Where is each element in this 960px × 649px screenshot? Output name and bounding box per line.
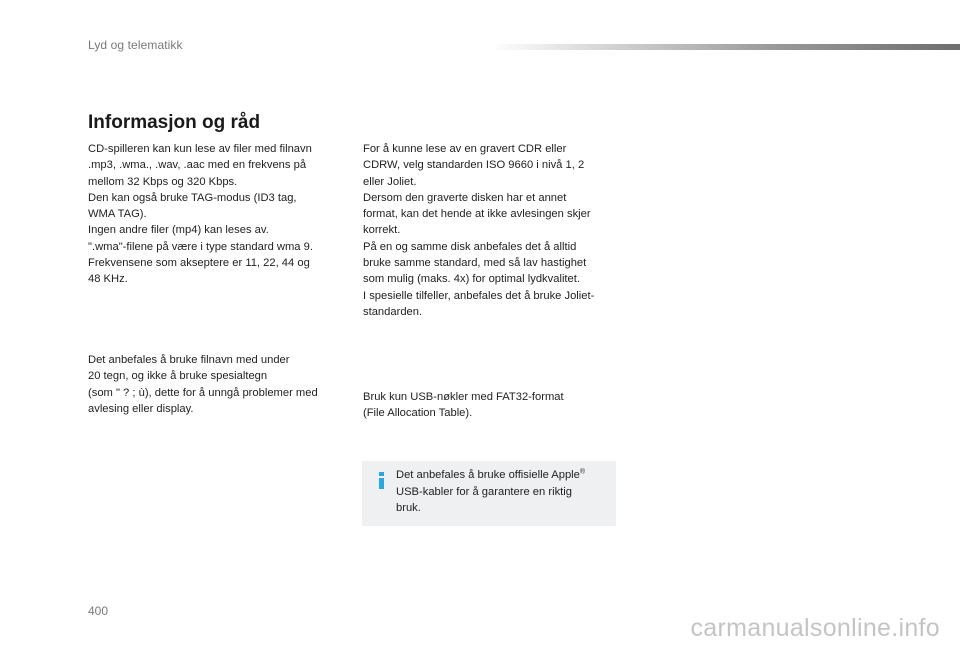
usb-format-paragraph: Bruk kun USB-nøkler med FAT32-format (File Allocation Table).	[363, 391, 564, 420]
cdr-standard-paragraph: For å kunne lese av en gravert CDR eller CDRW, velg standarden ISO 9660 i nivå 1, 2 eller Joliet. Dersom den graverte disken har et annet format, kan det hende at ikke avlesingen skjer korrekt. På en og samme disk anbefales det å alltid bruke samme standard, med så lav hastighet som mulig (maks. 4x) for optimal lydkvalitet. I spesielle tilfeller, anbefales det å bruke Joliet- standarden.	[363, 143, 595, 318]
registered-mark: ®	[579, 468, 586, 476]
section-header: Lyd og telematikk	[88, 38, 183, 52]
info-note-line3: bruk.	[396, 502, 421, 514]
header-gradient-bar	[490, 44, 960, 50]
info-note-line1: Det anbefales å bruke offisielle Apple	[396, 469, 580, 481]
info-note-line2: USB-kabler for å garantere en riktig	[396, 485, 572, 498]
page-number: 400	[88, 604, 109, 618]
filename-advice-paragraph: Det anbefales å bruke filnavn med under 20 tegn, og ikke å bruke spesialtegn (som " ? ; ù), dette for å unngå problemer med avlesing eller display.	[88, 354, 318, 415]
info-note-text	[396, 467, 608, 517]
page-title: Informasjon og råd	[88, 112, 261, 133]
watermark-text: carmanualsonline.info	[690, 614, 940, 642]
cd-file-formats-paragraph: CD-spilleren kan kun lese av filer med filnavn .mp3, .wma., .wav, .aac med en frekvens på mellom 32 Kbps og 320 Kbps. Den kan også bruke TAG-modus (ID3 tag, WMA TAG). Ingen andre filer (mp4) kan leses av. ".wma"-filene på være i type standard wma 9. Frekvensene som akseptere er 11, 22, 44 og 48 KHz.	[88, 143, 313, 286]
info-icon	[377, 472, 385, 489]
info-note-box	[362, 461, 616, 526]
